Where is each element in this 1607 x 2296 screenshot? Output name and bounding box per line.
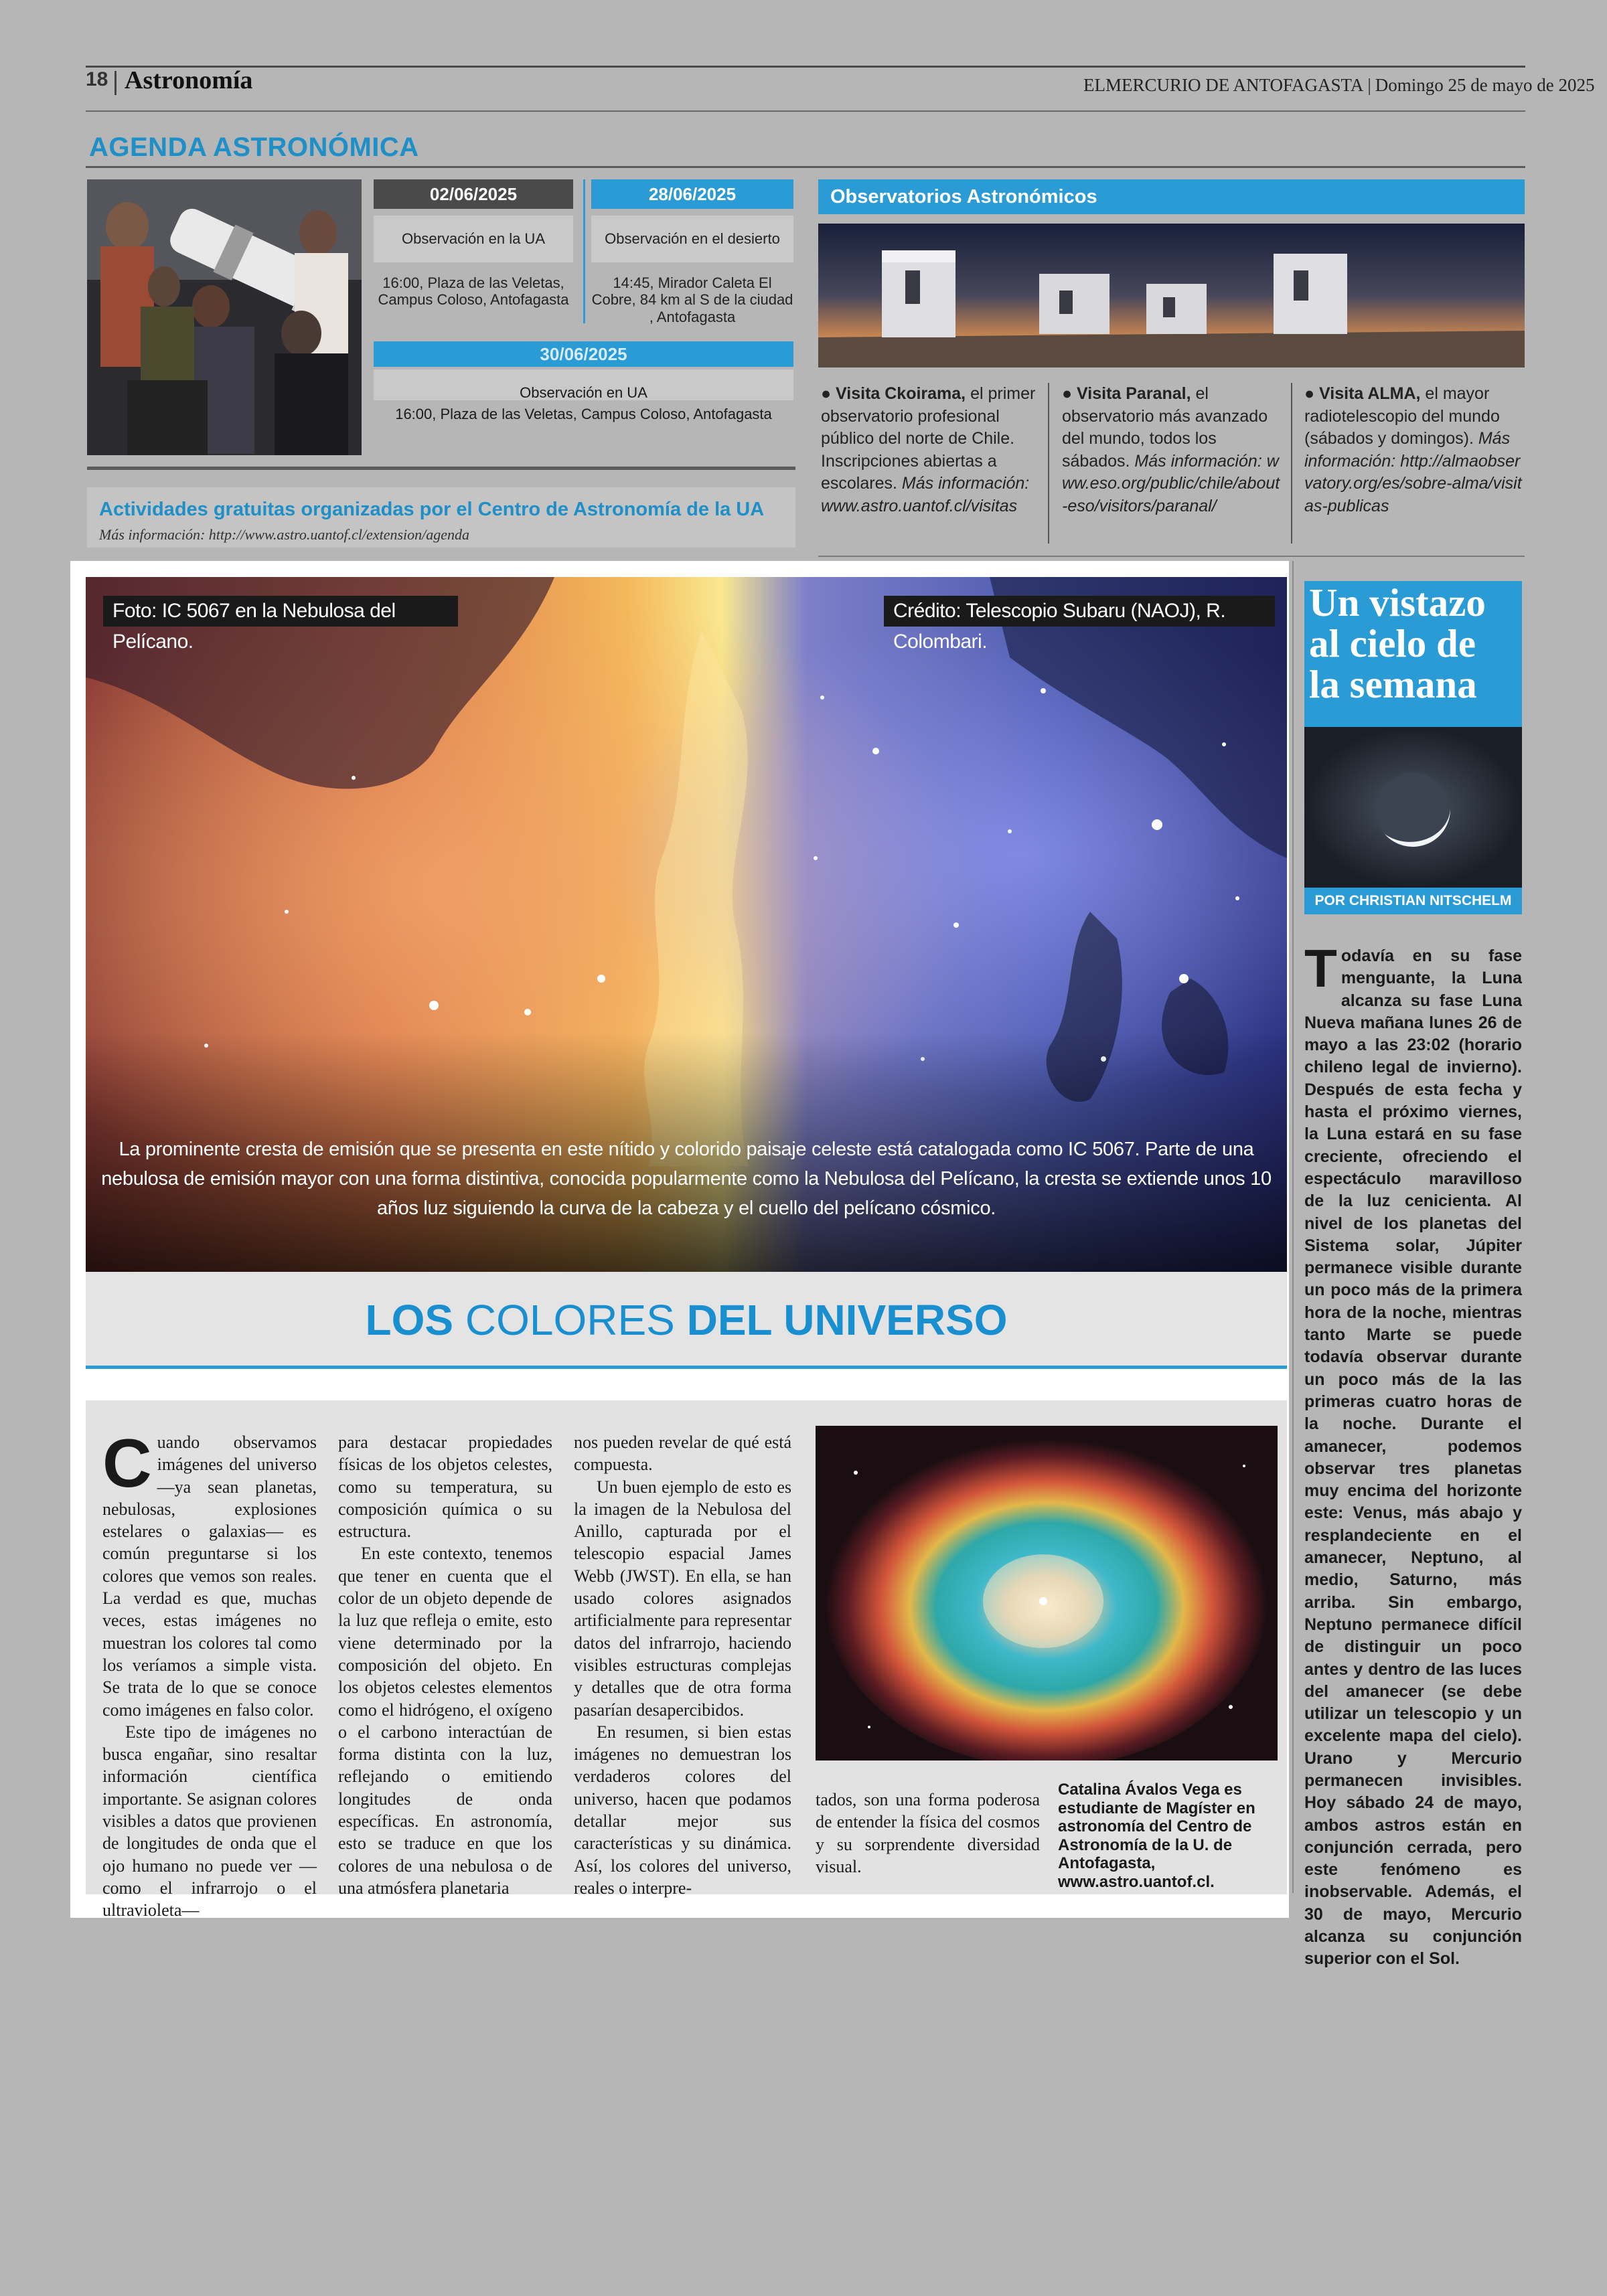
event-date-1: 02/06/2025 — [374, 179, 573, 209]
observatory-telescopes-photo — [818, 224, 1525, 367]
ring-nebula-illustration — [816, 1426, 1278, 1760]
paragraph-1 — [102, 1425, 317, 1721]
obs-more-3: Más información: — [1304, 429, 1511, 471]
observatory-item-alma: ● Visita ALMA, el mayor radiotelescopio del mundo (sábados y domingos). Más información: http://almaobservatory.org/es/sobre-alma/visitas-publicas — [1304, 384, 1522, 515]
headline-part-1: LOS — [365, 1296, 465, 1344]
sidebar-body: odavía en su fase menguante, la Luna alcanza su fase Luna Nueva mañana lunes 26 de mayo a las 23:02 (horario chileno legal de invierno). Después de esta fecha y hasta el próximo viernes, la Luna estará en su fase creciente, ofreciendo el espectáculo maravilloso de la luz cenicienta. Al nivel de los planetas del Sistema solar, Júpiter permanece visible durante un poco más de la primera hora de la noche, mientras tanto Marte se puede todavía observar durante un poco más de la las primeras cuatro horas de la noche. Durante el amanecer, podemos observar tres planetas muy encima del horizonte este: Venus, más abajo y resplandeciente en el amanecer, Neptuno, al medio, Saturno, más arriba. Sin embargo, Neptuno permanece difícil de distinguir un poco antes y dentro de las luces del amanecer (se debe utilizar un telescopio y un excelente mapa del cielo). Urano y Mercurio permanecen invisibles. Hoy sábado 24 de mayo, ambos astros están en conjunción cerrada, pero este fenómeno es inobservable. Además, el 30 de mayo, Mercurio alcanza su conjunción superior con el Sol. — [1304, 947, 1522, 1969]
paragraph-1-text: uando observamos imágenes del universo —ya sean planetas, nebulosas, explosiones estelares o galaxias— es común preguntarse si los colores que vemos son reales. La verdad es que, muchas veces, estas imágenes no muestran los colores tal como los veríamos a simple vista. Se trata de lo que se conoce como imágenes en falso color. — [102, 1432, 317, 1720]
paragraph-4: Un buen ejemplo de esto es la imagen de la Nebulosa del Anillo, capturada por el telescopio espacial James Webb (JWST). En ella, se han usado colores asignados artificialmente para representar datos del infrarrojo, haciendo visibles estructuras complejas y detalles que de otra forma pasarían desapercibidos. — [574, 1477, 791, 1720]
header-separator — [114, 71, 117, 95]
crescent-moon-photo — [1304, 727, 1522, 888]
drop-cap: C — [102, 1425, 152, 1501]
event-title-1: Observación en la UA — [374, 216, 573, 262]
telescope-photo-illustration — [87, 179, 362, 455]
event-separator — [583, 179, 585, 323]
ring-nebula-photo — [816, 1426, 1278, 1760]
sidebar-drop-cap: T — [1304, 938, 1337, 998]
header-rule-bottom — [86, 110, 1525, 112]
obs-more-1: Más información: — [901, 474, 1030, 493]
agenda-bottom-rule — [87, 467, 795, 470]
headline-part-2: COLORES — [465, 1296, 675, 1344]
section-title: Astronomía — [125, 66, 253, 94]
obs-url-2[interactable]: www.eso.org/public/chile/about-eso/visitors/paranal/ — [1062, 451, 1280, 515]
sidebar-title — [1309, 582, 1522, 705]
free-activities-link[interactable]: Más información: http://www.astro.uantof.cl/extension/agenda — [99, 526, 470, 543]
observatory-separator-1 — [1048, 383, 1049, 544]
obs-text-2: el observatorio más avanzado del mundo, todos los sábados. — [1062, 384, 1268, 471]
photo-label: Foto: IC 5067 en la Nebulosa del Pelícano. — [103, 596, 458, 627]
photo-credit: Crédito: Telescopio Subaru (NAOJ), R. Colombari. — [884, 596, 1275, 627]
observatories-bottom-rule — [818, 556, 1525, 557]
sidebar-title-line-3: la semana — [1309, 662, 1477, 706]
event-date-3: 30/06/2025 — [374, 341, 793, 367]
obs-url-1[interactable]: www.astro.uantof.cl/visitas — [821, 496, 1018, 515]
obs-name-3: Visita ALMA, — [1319, 384, 1421, 403]
article-column-3 — [574, 1431, 791, 1899]
sidebar-title-line-1: Un vistazo — [1309, 580, 1486, 625]
event-title-3: Observación en UA — [520, 384, 647, 401]
page-number: 18 — [86, 68, 108, 90]
obs-url-3[interactable]: http://almaobservatory.org/es/sobre-alma/visitas-publicas — [1304, 451, 1522, 515]
obs-text-3: el mayor radiotelescopio del mundo (sábados y domingos). — [1304, 384, 1500, 448]
agenda-title: AGENDA ASTRONÓMICA — [89, 133, 419, 162]
headline-rule — [86, 1366, 1287, 1369]
paragraph-3-end: nos pueden revelar de qué está compuesta. — [574, 1432, 791, 1475]
agenda-rule — [86, 166, 1525, 168]
observatory-separator-2 — [1291, 383, 1292, 544]
headline-part-3: DEL UNIVERSO — [674, 1296, 1008, 1344]
sidebar-rule — [1292, 561, 1294, 1893]
paragraph-5-start: En resumen, si bien estas imágenes no demuestran los verdaderos colores del universo, hacen que podamos detallar mejor sus características y su dinámica. Así, los colores del universo, reales o interpre- — [574, 1722, 791, 1898]
paragraph-3-start: En este contexto, tenemos que tener en cuenta que el color de un objeto depende de la luz que refleja o emite, esto viene determinado por la composición del objeto. En los objetos celestes elementos como el hidrógeno, el oxígeno o el carbono interactúan de forma distinta con la luz, reflejando o emitiendo longitudes de onda específicas. En astronomía, esto se traduce en que los colores de una nebulosa o de una atmósfera planetaria — [338, 1544, 552, 1898]
article-column-2 — [338, 1431, 552, 1899]
sidebar-text — [1304, 938, 1522, 1971]
event-location-2: 14:45, Mirador Caleta El Cobre, 84 km al S de la ciudad , Antofagasta — [591, 274, 793, 325]
paragraph-5-end: tados, son una forma poderosa de entender la física del cosmos y su sorprendente diversidad visual. — [816, 1790, 1040, 1876]
obs-name-2: Visita Paranal, — [1077, 384, 1191, 403]
article-column-1 — [102, 1425, 317, 1922]
article-column-4 — [816, 1789, 1040, 1878]
observatories-title: Observatorios Astronómicos — [830, 186, 1097, 208]
article-headline — [86, 1295, 1287, 1345]
publication-date: Domingo 25 de mayo de 2025 — [1375, 75, 1595, 95]
event-title-2: Observación en el desierto — [591, 216, 793, 262]
free-activities-title: Actividades gratuitas organizadas por el Centro de Astronomía de la UA — [99, 499, 765, 520]
event-date-2: 28/06/2025 — [591, 179, 793, 209]
paragraph-2-start: Este tipo de imágenes no busca engañar, sino resaltar información científica importante. Se asignan colores visibles a datos que provienen de longitudes de onda que el ojo humano no puede ver —como el infrarrojo o el ultravioleta— — [102, 1722, 317, 1920]
publication-name: ELMERCURIO DE ANTOFAGASTA — [1083, 75, 1364, 95]
publication-line — [1083, 75, 1594, 96]
obs-text-1: el primer observatorio profesional público del norte de Chile. Inscripciones abiertas a escolares. — [821, 384, 1036, 493]
author-note: Catalina Ávalos Vega es estudiante de Magíster en astronomía del Centro de Astronomía de la U. de Antofagasta, www.astro.uantof.cl. — [1058, 1781, 1255, 1891]
header-rule-top — [86, 66, 1525, 68]
obs-name-1: Visita Ckoirama, — [836, 384, 966, 403]
paragraph-2-end: para destacar propiedades físicas de los objetos celestes, como su temperatura, su composición química o su estructura. — [338, 1432, 552, 1542]
event-location-1: 16:00, Plaza de las Veletas, Campus Coloso, Antofagasta — [378, 274, 569, 309]
obs-more-2: Más información: — [1134, 451, 1262, 471]
observatory-item-paranal: ● Visita Paranal, el observatorio más avanzado del mundo, todos los sábados. Más información: www.eso.org/public/chile/about-eso/visitors/paranal/ — [1062, 384, 1280, 515]
crescent-moon-illustration — [1304, 727, 1522, 888]
photo-caption: La prominente cresta de emisión que se presenta en este nítido y colorido paisaje celeste está catalogada como IC 5067. Parte de una nebulosa de emisión mayor con una forma distintiva, conocida popularmente como la Nebulosa del Pelícano, la cresta se extiende unos 10 años luz siguiendo la curva de la cabeza y el cuello del pelícano cósmico. — [101, 1139, 1272, 1219]
sidebar-title-line-2: al cielo de — [1309, 621, 1476, 665]
sidebar-byline: POR CHRISTIAN NITSCHELM — [1314, 893, 1512, 908]
pub-separator: | — [1367, 75, 1371, 95]
event-location-3: 16:00, Plaza de las Veletas, Campus Coloso, Antofagasta — [395, 406, 772, 422]
telescope-observation-photo — [87, 179, 362, 455]
observatory-item-ckoirama: ● Visita Ckoirama, el primer observatorio profesional público del norte de Chile. Inscripciones abiertas a escolares. Más información: www.astro.uantof.cl/visitas — [821, 384, 1036, 515]
vlt-photo-illustration — [818, 224, 1525, 367]
